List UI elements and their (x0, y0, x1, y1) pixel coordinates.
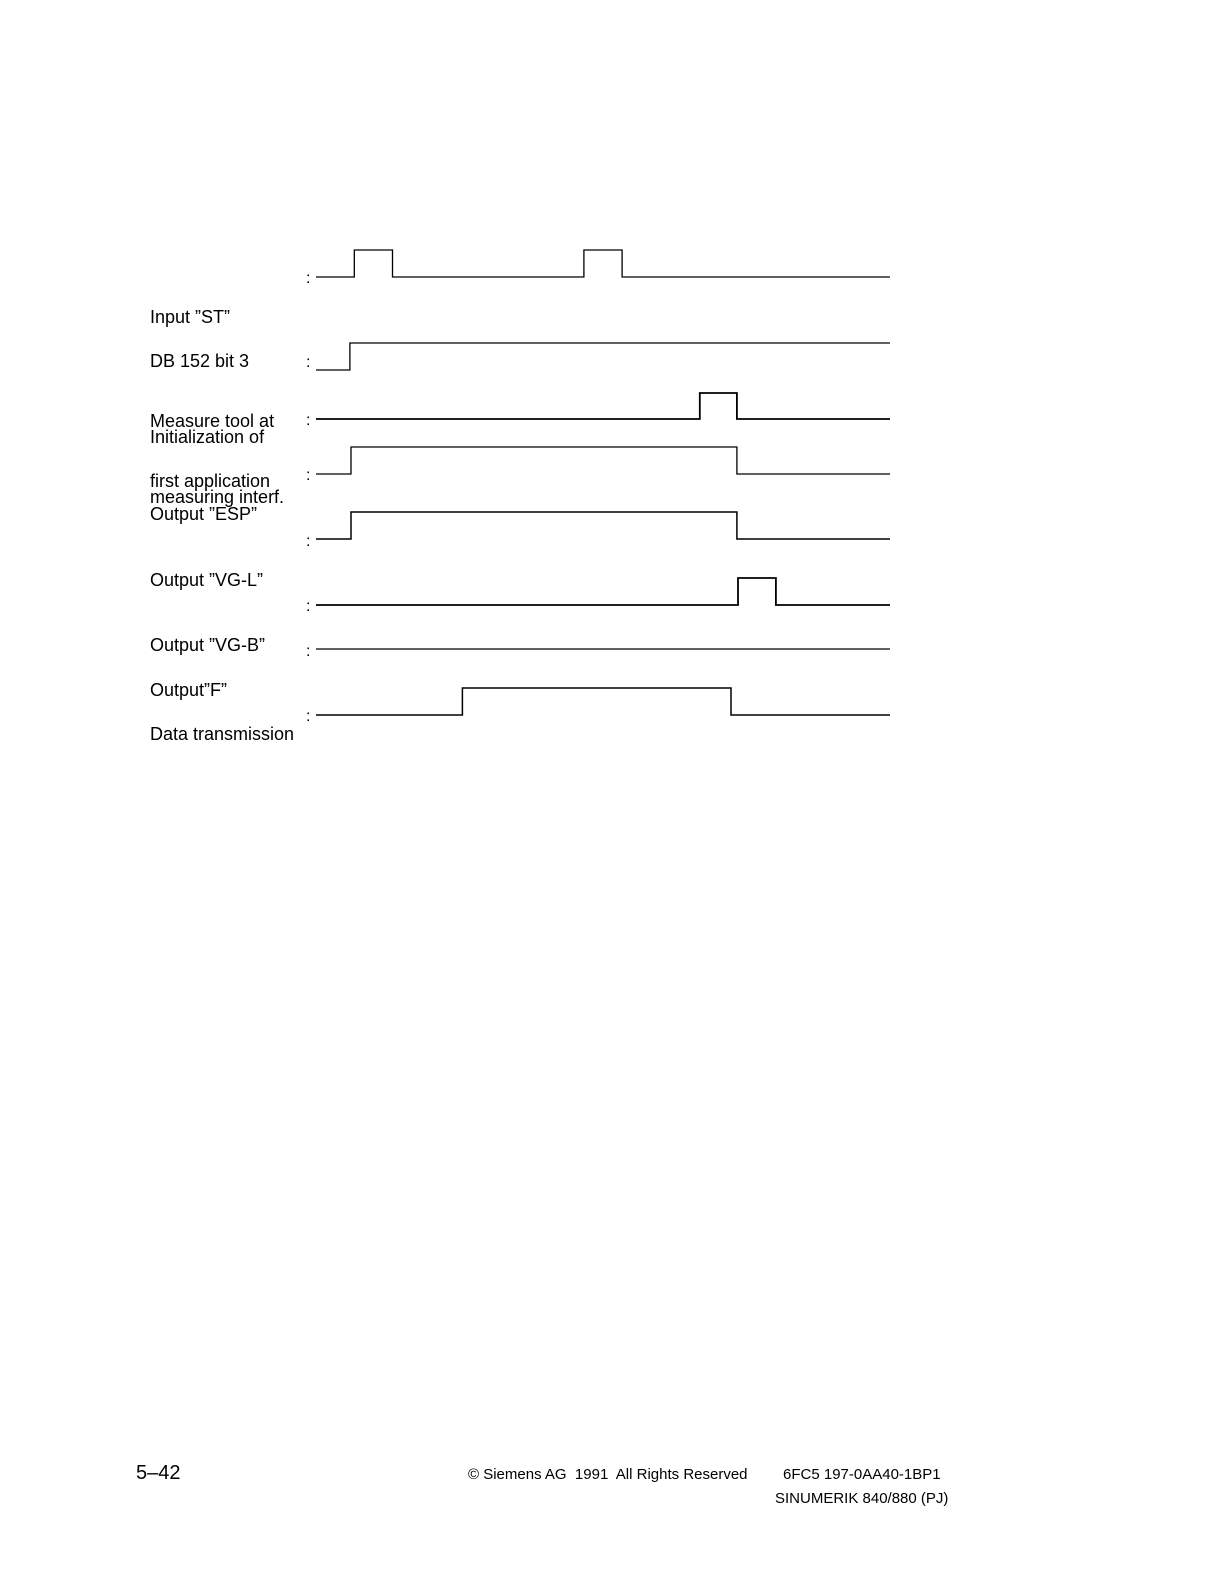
label-line: first application (150, 471, 271, 491)
label-line: Initialization of (150, 427, 265, 447)
waveform-data-transmission (316, 688, 890, 715)
separator-colon: : (306, 643, 311, 660)
page-number: 5–42 (136, 1462, 181, 1484)
separator-colon: : (306, 467, 311, 484)
waveform-initialization (316, 393, 890, 419)
separator-colon: : (306, 708, 311, 725)
label-line: Output”F” (150, 680, 228, 700)
waveform-output-vgb (316, 578, 890, 605)
waveform-input-st (316, 250, 890, 277)
copyright-notice: © Siemens AG 1991 All Rights Reserved (468, 1466, 748, 1483)
separator-colon: : (306, 533, 311, 550)
label-line: Output ”VG-L” (150, 570, 264, 590)
waveform-db152-bit3 (316, 343, 890, 370)
separator-colon: : (306, 270, 311, 287)
waveform-output-vgl (316, 512, 890, 539)
label-line: Output ”VG-B” (150, 635, 266, 655)
label-line: DB 152 bit 3 (150, 351, 250, 371)
separator-colon: : (306, 598, 311, 615)
label-line: measuring interf. (150, 487, 285, 507)
label-line: Measure tool at (150, 411, 275, 431)
label-line: Input ”ST” (150, 307, 231, 327)
product-name: SINUMERIK 840/880 (PJ) (775, 1490, 949, 1507)
label-line: Output ”ESP” (150, 504, 258, 524)
separator-colon: : (306, 412, 311, 429)
separator-colon: : (306, 354, 311, 371)
waveform-output-esp (316, 447, 890, 474)
label-line: Data transmission (150, 724, 295, 744)
order-number: 6FC5 197-0AA40-1BP1 (783, 1466, 941, 1483)
